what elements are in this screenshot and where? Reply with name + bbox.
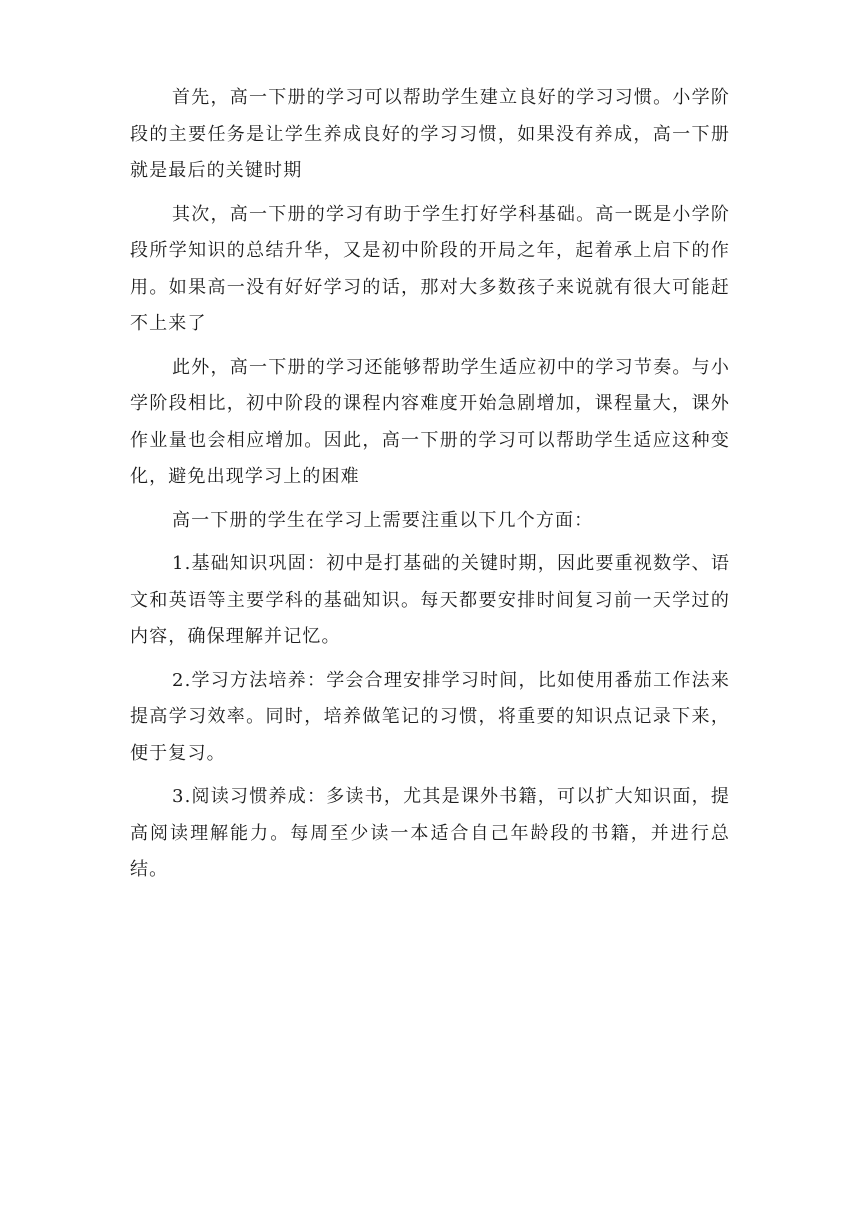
list-item-basic-knowledge: 1.基础知识巩固：初中是打基础的关键时期，因此要重视数学、语文和英语等主要学科的基础知识。每天都要安排时间复习前一天学过的内容，确保理解并记忆。 xyxy=(130,553,730,647)
paragraph-rhythm: 此外，高一下册的学习还能够帮助学生适应初中的学习节奏。与小学阶段相比，初中阶段的课程内容难度开始急剧增加，课程量大，课外作业量也会相应增加。因此，高一下册的学习可以帮助学生适应这种变化，避免出现学习上的困难 xyxy=(130,356,730,487)
paragraph-habits: 首先，高一下册的学习可以帮助学生建立良好的学习习惯。小学阶段的主要任务是让学生养成良好的学习习惯，如果没有养成，高一下册就是最后的关键时期 xyxy=(130,87,730,181)
paragraph-aspects-intro: 高一下册的学生在学习上需要注重以下几个方面： xyxy=(172,509,594,531)
list-item-reading-habits: 3.阅读习惯养成：多读书，尤其是课外书籍，可以扩大知识面，提高阅读理解能力。每周至少读一本适合自己年龄段的书籍，并进行总结。 xyxy=(130,786,730,880)
document-body xyxy=(130,80,730,889)
list-item-study-methods: 2.学习方法培养：学会合理安排学习时间，比如使用番茄工作法来提高学习效率。同时，培养做笔记的习惯，将重要的知识点记录下来，便于复习。 xyxy=(130,669,730,764)
paragraph-foundation: 其次，高一下册的学习有助于学生打好学科基础。高一既是小学阶段所学知识的总结升华，又是初中阶段的开局之年，起着承上启下的作用。如果高一没有好好学习的话，那对大多数孩子来说就有很大可能赶不上来了 xyxy=(130,203,730,334)
